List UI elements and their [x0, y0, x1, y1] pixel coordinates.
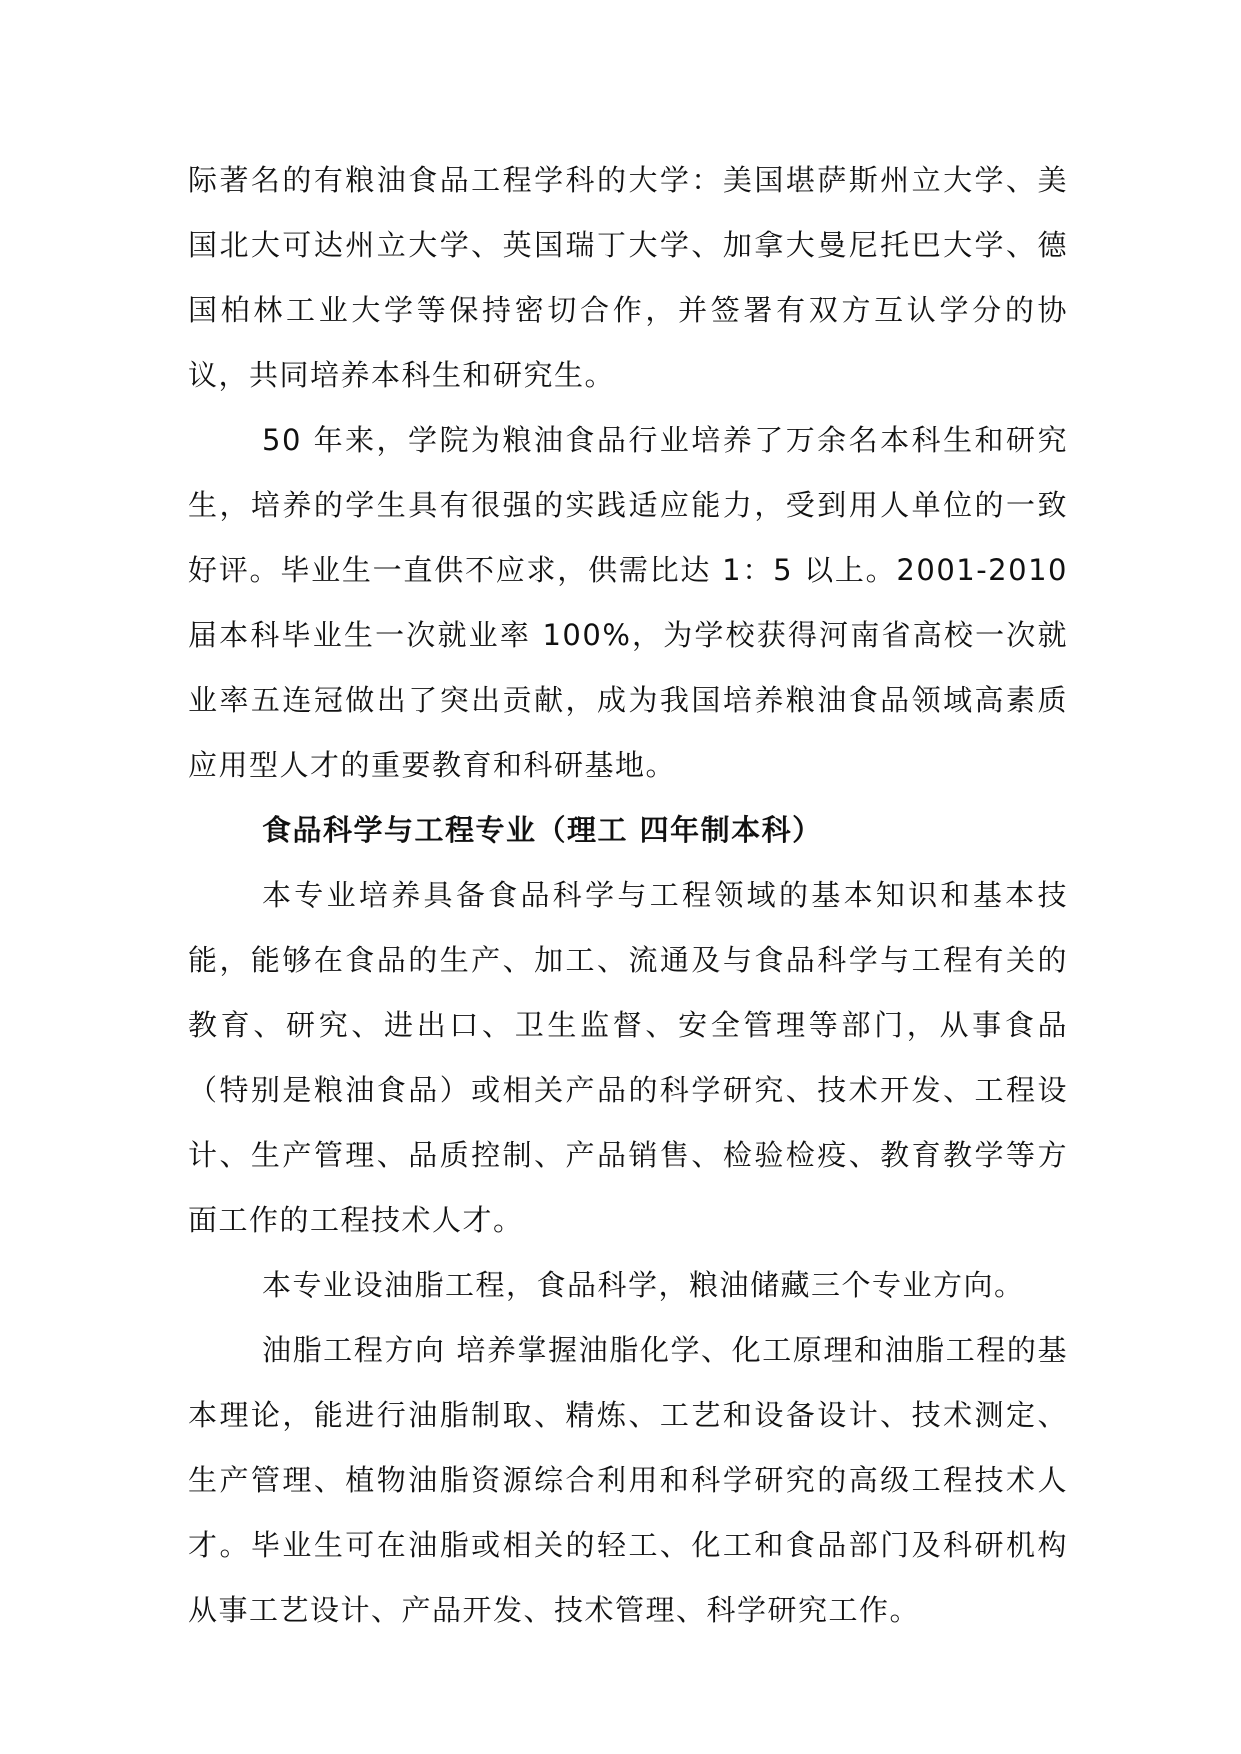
- document-page: [188, 148, 1068, 1643]
- paragraph-major-directions: 本专业设油脂工程，食品科学，粮油储藏三个专业方向。: [262, 1268, 1025, 1302]
- paragraph-graduates: 50 年来，学院为粮油食品行业培养了万余名本科生和研究生，培养的学生具有很强的实践适应能力，受到用人单位的一致好评。毕业生一直供不应求，供需比达 1：5 以上。2001-2010 届本科毕业生一次就业率 100%，为学校获得河南省高校一次就业率五连冠做出了突出贡献，成为我国培养粮油食品领域高素质应用型人才的重要教育和科研基地。: [188, 423, 1068, 782]
- paragraph-major-description: 本专业培养具备食品科学与工程领域的基本知识和基本技能，能够在食品的生产、加工、流通及与食品科学与工程有关的教育、研究、进出口、卫生监督、安全管理等部门，从事食品（特别是粮油食品）或相关产品的科学研究、技术开发、工程设计、生产管理、品质控制、产品销售、检验检疫、教育教学等方面工作的工程技术人才。: [188, 878, 1068, 1237]
- paragraph-oil-engineering: 油脂工程方向 培养掌握油脂化学、化工原理和油脂工程的基本理论，能进行油脂制取、精炼、工艺和设备设计、技术测定、生产管理、植物油脂资源综合利用和科学研究的高级工程技术人才。毕业生可在油脂或相关的轻工、化工和食品部门及科研机构从事工艺设计、产品开发、技术管理、科学研究工作。: [188, 1333, 1068, 1627]
- paragraph-partner-universities: 际著名的有粮油食品工程学科的大学：美国堪萨斯州立大学、美国北大可达州立大学、英国瑞丁大学、加拿大曼尼托巴大学、德国柏林工业大学等保持密切合作，并签署有双方互认学分的协议，共同培养本科生和研究生。: [188, 163, 1068, 392]
- section-heading: 食品科学与工程专业（理工 四年制本科）: [262, 813, 823, 847]
